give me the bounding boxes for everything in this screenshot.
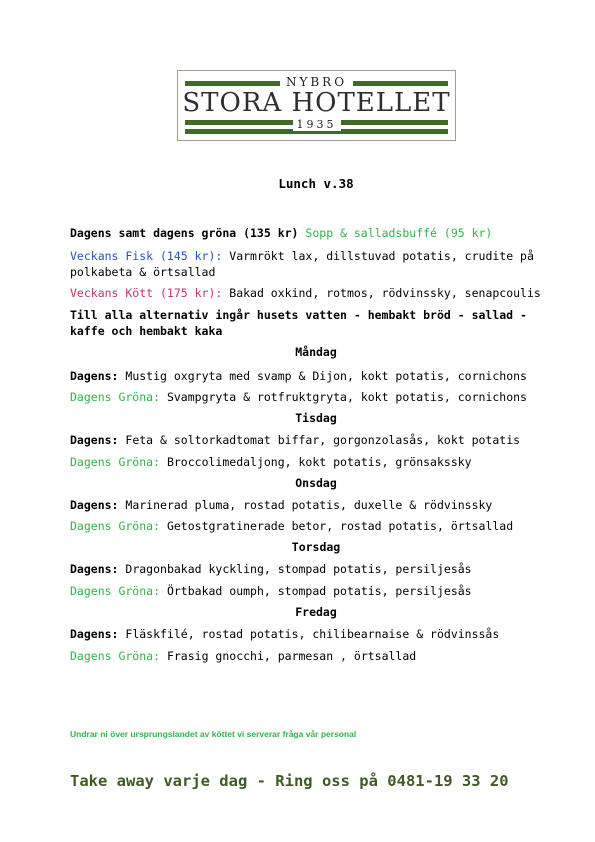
logo-nybro: NYBRO <box>285 75 348 89</box>
dagens-label: Dagens: <box>70 627 119 641</box>
dagens-line <box>70 497 560 513</box>
grona-dish: Broccolimedaljong, kokt potatis, grönsakssky <box>166 455 472 469</box>
day-heading-fredag: Fredag <box>295 605 337 619</box>
grona-line <box>70 518 560 534</box>
logo-year: 1935 <box>178 118 455 131</box>
takeaway-phone: Take away varje dag - Ring oss på 0481-19 33 20 <box>70 772 509 790</box>
dagens-dish: Dragonbakad kyckling, stompad potatis, persiljesås <box>125 562 472 576</box>
grona-line <box>70 648 560 664</box>
origin-note: Undrar ni över ursprungslandet av köttet vi serverar fråga vår personal <box>70 729 357 739</box>
day-heading-tisdag: Tisdag <box>295 411 337 425</box>
dagens-label: Dagens: <box>70 433 119 447</box>
logo-name: STORA HOTELLET <box>182 88 451 118</box>
hotel-logo <box>177 70 456 141</box>
grona-label: Dagens Gröna: <box>70 584 161 598</box>
grona-dish: Frasig gnocchi, parmesan , örtsallad <box>166 649 417 663</box>
dagens-dish: Feta & soltorkadtomat biffar, gorgonzolasås, kokt potatis <box>125 433 521 447</box>
grona-label: Dagens Gröna: <box>70 649 161 663</box>
grona-line <box>70 454 560 470</box>
dagens-label: Dagens: <box>70 498 119 512</box>
kott-label: Veckans Kött (175 kr): <box>70 286 223 300</box>
grona-label: Dagens Gröna: <box>70 519 161 533</box>
dagens-price-label: Dagens samt dagens gröna (135 kr) <box>70 226 299 240</box>
grona-dish: Svampgryta & rotfruktgryta, kokt potatis, cornichons <box>166 390 527 404</box>
dagens-dish: Mustig oxgryta med svamp & Dijon, kokt potatis, cornichons <box>125 369 527 383</box>
grona-label: Dagens Gröna: <box>70 390 161 404</box>
day-heading-torsdag: Torsdag <box>291 540 341 554</box>
day-heading-mandag: Måndag <box>295 345 337 359</box>
page-title: Lunch v.38 <box>278 176 354 191</box>
grona-line <box>70 389 560 405</box>
included-note: Till alla alternativ ingår husets vatten - hembakt bröd - sallad - kaffe och hembakt kaka <box>70 308 527 338</box>
dagens-dish: Marinerad pluma, rostad potatis, duxelle & rödvinssky <box>125 498 493 512</box>
dagens-line <box>70 626 560 642</box>
grona-dish: Getostgratinerade betor, rostad potatis, örtsallad <box>166 519 514 533</box>
dagens-dish: Fläskfilé, rostad potatis, chilibearnaise & rödvinssås <box>125 627 500 641</box>
dagens-label: Dagens: <box>70 369 119 383</box>
dagens-intro <box>70 225 560 241</box>
buffet-label: Sopp & salladsbuffé (95 kr) <box>305 226 493 240</box>
kott-text: Bakad oxkind, rotmos, rödvinssky, senapcoulis <box>229 286 541 300</box>
dagens-label: Dagens: <box>70 562 119 576</box>
fisk-line <box>70 248 560 280</box>
grona-label: Dagens Gröna: <box>70 455 161 469</box>
grona-line <box>70 583 560 599</box>
dagens-line <box>70 368 560 384</box>
day-heading-onsdag: Onsdag <box>295 476 337 490</box>
fisk-text: Varmrökt lax, dillstuvad potatis, crudite på polkabeta & örtsallad <box>70 249 534 279</box>
dagens-line <box>70 432 560 448</box>
kott-line <box>70 285 560 301</box>
dagens-line <box>70 561 560 577</box>
grona-dish: Örtbakad oumph, stompad potatis, persiljesås <box>166 584 472 598</box>
fisk-label: Veckans Fisk (145 kr): <box>70 249 223 263</box>
